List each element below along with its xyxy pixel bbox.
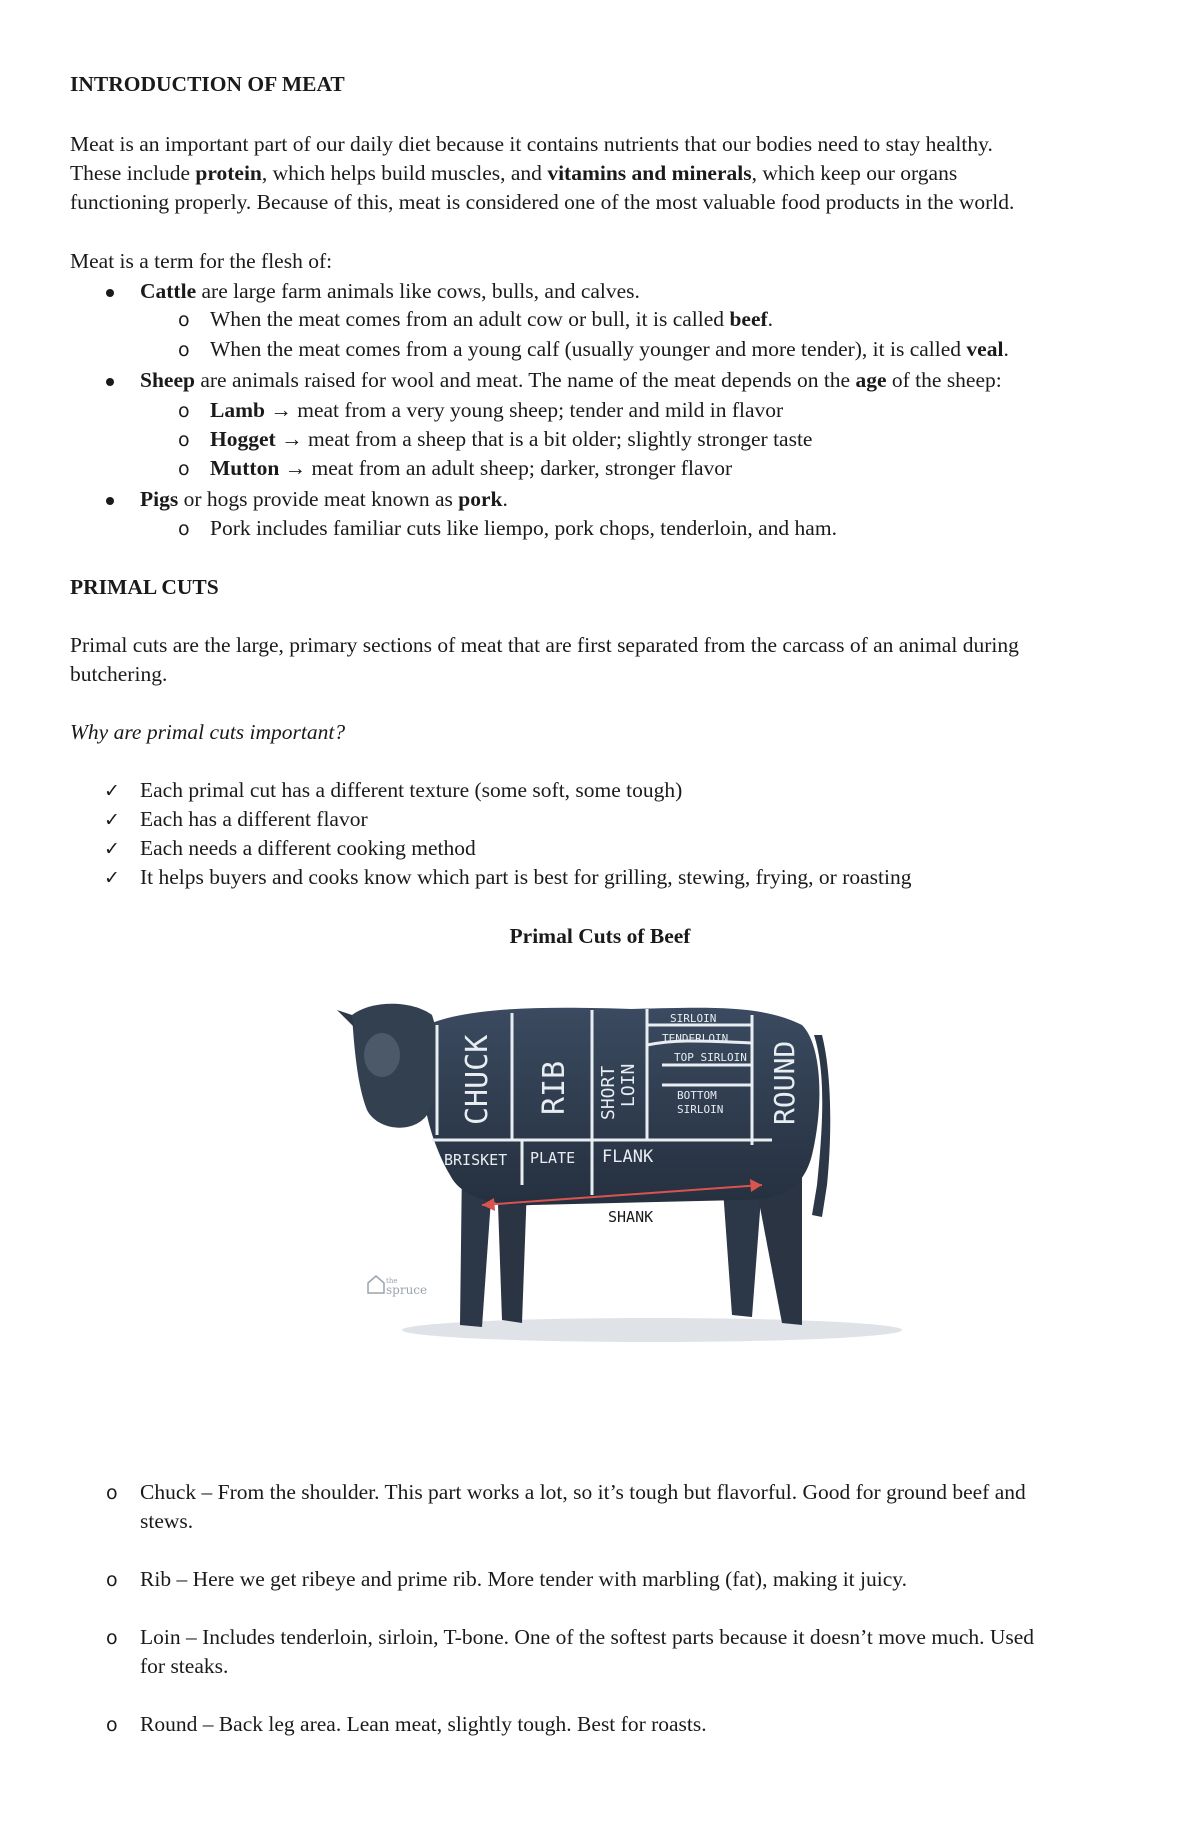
label-sirloin: SIRLOIN — [670, 1012, 717, 1025]
bullet-circle: o — [178, 309, 190, 331]
bullet-circle: o — [178, 400, 190, 422]
list-item-pork-cuts: Pork includes familiar cuts like liempo, pork chops, tenderloin, and ham. — [210, 516, 837, 540]
list-item-hogget: Hogget → meat from a sheep that is a bit older; slightly stronger taste — [210, 427, 813, 451]
bullet-circle: o — [106, 1627, 118, 1649]
bullet-circle: o — [178, 518, 190, 540]
label-top-sirloin: TOP SIRLOIN — [674, 1051, 747, 1064]
watermark-the: the — [386, 1277, 398, 1285]
bullet-circle: o — [178, 339, 190, 361]
list-item-mutton: Mutton → meat from an adult sheep; darker, stronger flavor — [210, 456, 733, 480]
label-tenderloin: TENDERLOIN — [662, 1032, 729, 1045]
bullet-circle: o — [106, 1569, 118, 1591]
cut-round: Round – Back leg area. Lean meat, slightly tough. Best for roasts. — [140, 1712, 707, 1736]
bullet-dot — [106, 497, 114, 505]
intro-paragraph-line-3: functioning properly. Because of this, meat is considered one of the most valuable food products in the world. — [70, 190, 1015, 214]
cut-chuck-line-2: stews. — [140, 1509, 194, 1533]
check-icon: ✓ — [104, 780, 120, 802]
bullet-circle: o — [106, 1714, 118, 1736]
label-short: SHORT — [598, 1065, 619, 1120]
check-icon: ✓ — [104, 838, 120, 860]
watermark-spruce: spruce — [386, 1283, 428, 1297]
primal-question: Why are primal cuts important? — [70, 720, 346, 744]
flesh-of-text: Meat is a term for the flesh of: — [70, 249, 333, 273]
spruce-watermark — [368, 1276, 427, 1297]
primal-paragraph-line-1: Primal cuts are the large, primary sections of meat that are first separated from the carcass of an animal during — [70, 633, 1019, 657]
cut-rib: Rib – Here we get ribeye and prime rib. More tender with marbling (fat), making it juicy. — [140, 1567, 907, 1591]
list-item-pigs: Pigs or hogs provide meat known as pork. — [140, 487, 508, 511]
label-flank: FLANK — [602, 1147, 654, 1167]
bullet-circle: o — [178, 429, 190, 451]
primal-cuts-heading: PRIMAL CUTS — [70, 575, 219, 599]
beef-primal-cuts-diagram — [332, 985, 952, 1355]
list-item-beef: When the meat comes from an adult cow or bull, it is called beef. — [210, 307, 774, 331]
check-icon: ✓ — [104, 867, 120, 889]
bullet-circle: o — [178, 458, 190, 480]
label-brisket: BRISKET — [444, 1151, 508, 1169]
list-item-veal: When the meat comes from a young calf (usually younger and more tender), it is called veal. — [210, 337, 1009, 361]
cut-chuck-line-1: Chuck – From the shoulder. This part works a lot, so it’s tough but flavorful. Good for ground beef and — [140, 1480, 1026, 1504]
intro-paragraph-line-2: These include protein, which helps build muscles, and vitamins and minerals, which keep our organs — [70, 161, 958, 185]
cow-ear — [337, 1010, 354, 1027]
label-chuck: CHUCK — [460, 1034, 495, 1125]
cut-loin-line-2: for steaks. — [140, 1654, 229, 1678]
label-round: ROUND — [768, 1040, 801, 1125]
bullet-dot — [106, 289, 114, 297]
spruce-logo-icon — [368, 1276, 384, 1293]
label-plate: PLATE — [530, 1149, 576, 1167]
check-item: Each needs a different cooking method — [140, 836, 476, 860]
label-loin: LOIN — [618, 1063, 639, 1107]
intro-heading: INTRODUCTION OF MEAT — [70, 72, 345, 96]
cut-loin-line-1: Loin – Includes tenderloin, sirloin, T-bone. One of the softest parts because it doesn’t move much. Used — [140, 1625, 1035, 1649]
intro-paragraph-line-1: Meat is an important part of our daily diet because it contains nutrients that our bodies need to stay healthy. — [70, 132, 993, 156]
check-icon: ✓ — [104, 809, 120, 831]
list-item-sheep: Sheep are animals raised for wool and meat. The name of the meat depends on the age of the sheep: — [140, 368, 1002, 392]
primal-paragraph-line-2: butchering. — [70, 662, 168, 686]
list-item-cattle: Cattle are large farm animals like cows, bulls, and calves. — [140, 279, 640, 303]
list-item-lamb: Lamb → meat from a very young sheep; tender and mild in flavor — [210, 398, 784, 422]
face-highlight — [364, 1033, 400, 1077]
check-item: It helps buyers and cooks know which part is best for grilling, stewing, frying, or roasting — [140, 865, 912, 889]
label-bottom: BOTTOM — [677, 1089, 717, 1102]
check-item: Each primal cut has a different texture (some soft, some tough) — [140, 778, 683, 802]
bullet-circle: o — [106, 1482, 118, 1504]
label-rib: RIB — [537, 1060, 572, 1115]
bullet-dot — [106, 378, 114, 386]
label-bottom-sirloin: SIRLOIN — [677, 1103, 724, 1116]
figure-title: Primal Cuts of Beef — [509, 924, 691, 948]
label-shank: SHANK — [608, 1208, 654, 1226]
check-item: Each has a different flavor — [140, 807, 368, 831]
